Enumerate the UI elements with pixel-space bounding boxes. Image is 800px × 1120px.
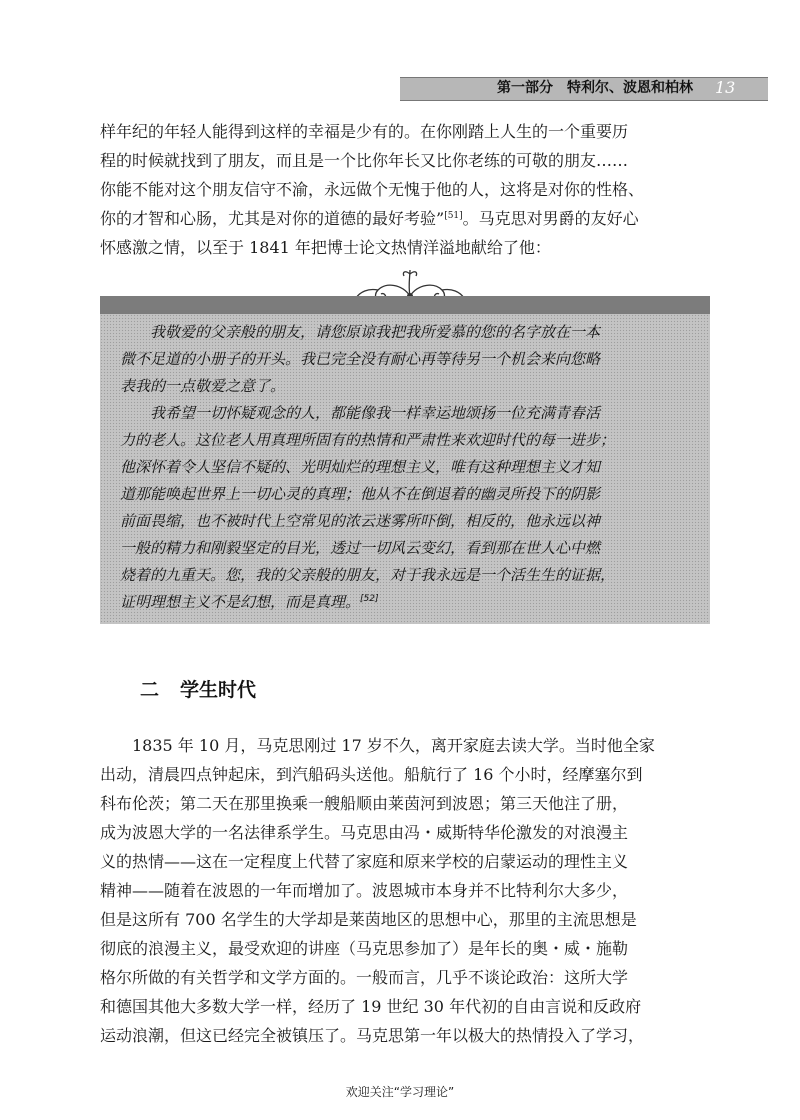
text-line: 科布伦茨；第二天在那里换乘一艘船顺由莱茵河到波恩；第三天他注了册， bbox=[100, 794, 629, 813]
quote-line: 道那能唤起世界上一切心灵的真理；他从不在倒退着的幽灵所投下的阴影 bbox=[120, 485, 601, 503]
text-line: 怀感激之情，以至于 1841 年把博士论文热情洋溢地献给了他： bbox=[100, 238, 551, 257]
quote-line: 表我的一点敬爱之意了。 bbox=[120, 377, 286, 395]
intro-paragraph bbox=[100, 117, 710, 262]
text-line: 你能不能对这个朋友信守不渝，永远做个无愧于他的人，这将是对你的性格、 bbox=[100, 180, 645, 199]
running-header-title: 第一部分 特利尔、波恩和柏林 bbox=[497, 80, 693, 96]
body-paragraph bbox=[100, 731, 710, 1050]
text-line: 成为波恩大学的一名法律系学生。马克思由冯・威斯特华伦激发的对浪漫主 bbox=[100, 823, 629, 842]
text-line: 精神——随着在波恩的一年而增加了。波恩城市本身并不比特利尔大多少， bbox=[100, 881, 629, 900]
text-line: 义的热情——这在一定程度上代替了家庭和原来学校的启蒙运动的理性主义 bbox=[100, 852, 629, 871]
quote-line: 微不足道的小册子的开头。我已完全没有耐心再等待另一个机会来向您略 bbox=[120, 350, 601, 368]
text-line: 但是这所有 700 名学生的大学却是莱茵地区的思想中心，那里的主流思想是 bbox=[100, 910, 637, 929]
footnote-ref-52: [52] bbox=[360, 594, 379, 604]
footnote-ref-51: [51] bbox=[444, 211, 463, 221]
text-line bbox=[100, 204, 710, 233]
dedication-quote bbox=[120, 319, 698, 616]
text-line: 彻底的浪漫主义，最受欢迎的讲座（马克思参加了）是年长的奥・威・施勒 bbox=[100, 939, 629, 958]
section-title: 学生时代 bbox=[180, 679, 257, 701]
text-line: 出动，清晨四点钟起床，到汽船码头送他。船航行了 16 个小时，经摩塞尔到 bbox=[100, 765, 643, 784]
text-line: 运动浪潮，但这已经完全被镇压了。马克思第一年以极大的热情投入了学习， bbox=[100, 1026, 645, 1045]
quotation-box-band bbox=[100, 296, 710, 314]
text-line: 程的时候就找到了朋友，而且是一个比你年长又比你老练的可敬的朋友…… bbox=[100, 151, 629, 170]
text-line: 样年纪的年轻人能得到这样的幸福是少有的。在你刚踏上人生的一个重要历 bbox=[100, 122, 629, 141]
quote-line: 前面畏缩，也不被时代上空常见的浓云迷雾所吓倒，相反的，他永远以神 bbox=[120, 512, 601, 530]
footer-note: 欢迎关注“学习理论” bbox=[345, 1085, 455, 1099]
section-number: 二 bbox=[140, 679, 160, 701]
quote-line: 我敬爱的父亲般的朋友，请您原谅我把我所爱慕的您的名字放在一本 bbox=[150, 323, 601, 341]
quote-line: 一般的精力和刚毅坚定的目光，透过一切风云变幻，看到那在世人心中燃 bbox=[120, 539, 601, 557]
quote-line: 烧着的九重天。您，我的父亲般的朋友，对于我永远是一个活生生的证据， bbox=[120, 566, 616, 584]
text-segment: 你的才智和心肠，尤其是对你的道德的最好考验” bbox=[100, 209, 445, 228]
quote-line: 我希望一切怀疑观念的人，都能像我一样幸运地颂扬一位充满青春活 bbox=[150, 404, 601, 422]
quote-line: 力的老人。这位老人用真理所固有的热情和严肃性来欢迎时代的每一进步； bbox=[120, 431, 616, 449]
quote-line bbox=[120, 589, 698, 616]
text-line: 1835 年 10 月，马克思刚过 17 岁不久，离开家庭去读大学。当时他全家 bbox=[132, 736, 655, 755]
section-heading bbox=[140, 675, 440, 705]
quote-line: 他深怀着令人坚信不疑的、光明灿烂的理想主义，唯有这种理想主义才知 bbox=[120, 458, 601, 476]
text-segment: 。马克思对男爵的友好心 bbox=[462, 209, 639, 228]
text-line: 和德国其他大多数大学一样，经历了 19 世纪 30 年代初的自由言说和反政府 bbox=[100, 997, 642, 1016]
text-segment: 证明理想主义不是幻想，而是真理。 bbox=[120, 593, 361, 611]
page-number: 13 bbox=[715, 78, 736, 97]
text-line: 格尔所做的有关哲学和文学方面的。一般而言，几乎不谈论政治：这所大学 bbox=[100, 968, 629, 987]
quotation-box bbox=[100, 296, 710, 624]
